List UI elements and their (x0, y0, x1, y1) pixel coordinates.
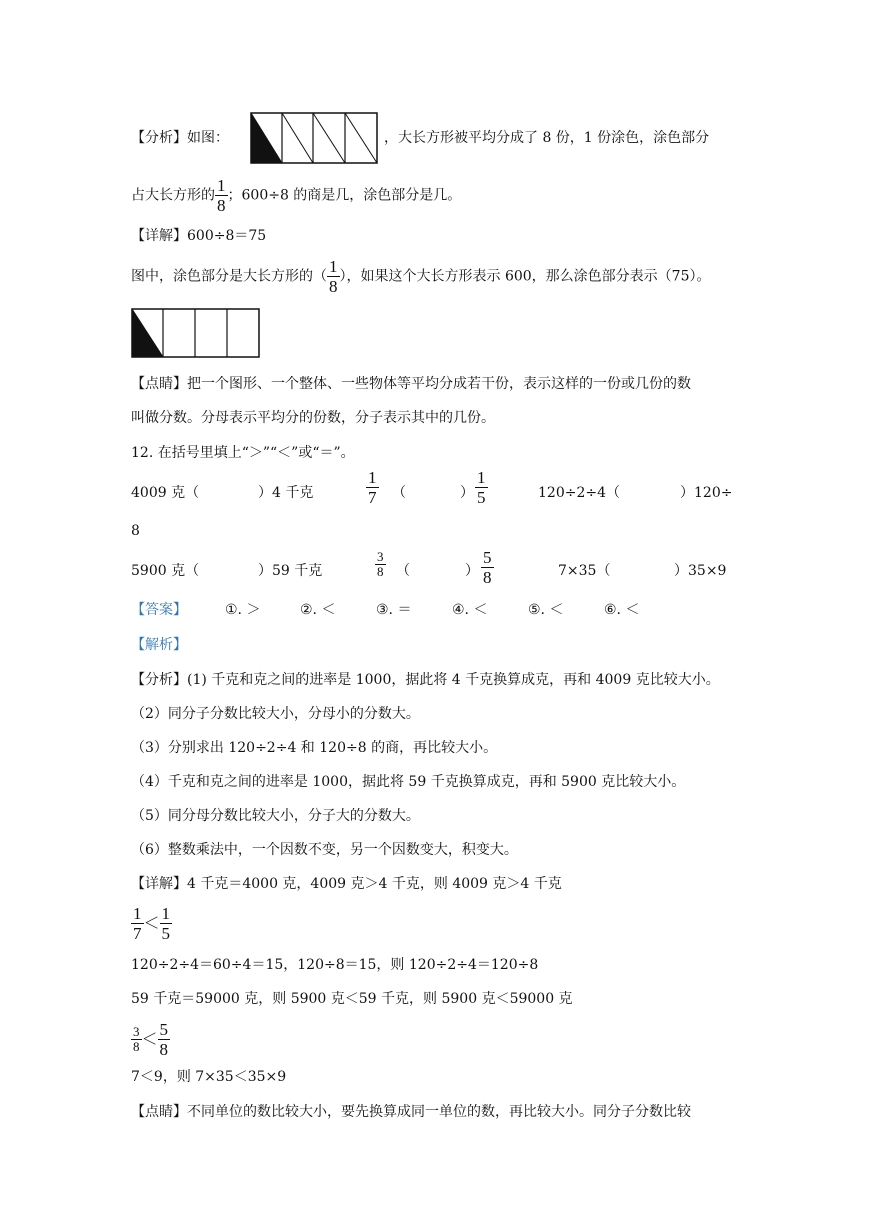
compare-3-right: ）120÷ (680, 485, 733, 501)
fraction-numerator: 3 (377, 549, 384, 564)
fraction-denominator: 7 (368, 488, 377, 507)
fraction-numerator: 1 (133, 904, 142, 923)
fraction-numerator: 1 (329, 257, 338, 276)
point-line-final (131, 1102, 691, 1122)
compare-6-right: ）35×9 (674, 563, 727, 579)
compare-2-left-fraction (366, 468, 379, 507)
less-than-sign: ＜ (143, 913, 160, 933)
detail-fraction-compare-1 (131, 904, 172, 943)
fraction-denominator: 8 (133, 1039, 140, 1054)
fraction-numerator: 5 (483, 548, 492, 567)
detail-fraction-compare-2 (131, 1020, 170, 1059)
point-text-1: 把一个图形、一个整体、一些物体等平均分成若干份，表示这样的一份或几份的数 (187, 376, 691, 392)
detail-tag: 【详解】 (131, 228, 187, 244)
compare-6-left: 7×35（ (558, 563, 611, 579)
detail-line-1 (131, 874, 562, 894)
analysis-item-5: （5）同分母分数比较大小，分子大的分数大。 (131, 808, 420, 824)
analysis-line-1 (131, 128, 229, 148)
fraction-numerator: 1 (368, 468, 377, 487)
analysis-item-2: （2）同分子分数比较大小，分母小的分数大。 (131, 706, 420, 722)
fraction-denominator: 8 (377, 564, 384, 579)
compare-4-left: 5900 克（ (131, 563, 200, 579)
fraction-denominator: 8 (217, 196, 226, 215)
compare-5-paren-open: （ (396, 563, 410, 579)
fraction-denominator: 8 (483, 568, 492, 587)
figure-text-b: ），如果这个大长方形表示 600，那么涂色部分表示（75）。 (339, 268, 711, 285)
detail-text: 4 千克＝4000 克，4009 克＞4 千克，则 4009 克＞4 千克 (187, 876, 562, 892)
analysis-item-6: （6）整数乘法中，一个因数不变，另一个因数变大，积变大。 (131, 842, 518, 858)
figure-quarters-rectangle (131, 308, 261, 358)
fraction-numerator: 1 (217, 176, 226, 195)
detail-tag: 【详解】 (131, 876, 187, 892)
analysis-item-4: （4）千克和克之间的进率是 1000，据此将 59 千克换算成克，再和 5900 克比较大小。 (131, 774, 686, 790)
analysis-item-text: (1) 千克和克之间的进率是 1000，据此将 4 千克换算成克，再和 4009 克比较大小。 (187, 672, 720, 688)
fraction-denominator: 8 (329, 277, 338, 296)
fraction-1-8-answer (327, 257, 340, 296)
compare-3-left: 120÷2÷4（ (538, 485, 620, 501)
compare-4-right: ）59 千克 (258, 563, 323, 579)
point-line-1 (131, 374, 691, 394)
compare-5-right-fraction (481, 548, 494, 587)
analysis-item-1 (131, 670, 720, 690)
answer-3: ③. ＝ (376, 602, 412, 618)
figure-text-a: 图中，涂色部分是大长方形的（ (131, 268, 327, 285)
answer-1: ①. ＞ (225, 602, 261, 618)
less-than-sign: ＜ (141, 1029, 158, 1049)
compare-5-left-fraction (375, 550, 386, 579)
point-tag: 【点睛】 (131, 1104, 187, 1120)
point-tag: 【点睛】 (131, 376, 187, 392)
fraction-denominator: 5 (477, 488, 486, 507)
answer-6: ⑥. ＜ (604, 602, 640, 618)
compare-1-right: ）4 千克 (258, 485, 314, 501)
figure-question-line (131, 257, 711, 296)
detail-line-4: 59 千克＝59000 克，则 5900 克＜59 千克，则 5900 克＜59000 克 (131, 991, 573, 1007)
compare-1-left: 4009 克（ (131, 485, 200, 501)
figure-eighths-rectangle (250, 112, 378, 164)
compare-2-paren-open: （ (392, 485, 406, 501)
answer-tag: 【答案】 (131, 602, 187, 618)
explain-tag: 【解析】 (131, 637, 187, 653)
line2-text-b: ；600÷8 的商是几，涂色部分是几。 (227, 187, 462, 204)
line2-text-a: 占大长方形的 (131, 187, 215, 204)
fraction-denominator: 7 (133, 924, 142, 943)
fraction-denominator: 8 (159, 1040, 169, 1059)
point-line-2: 叫做分数。分母表示平均分的份数，分子表示其中的几份。 (131, 410, 495, 426)
analysis-text: 如图： (187, 130, 229, 146)
detail-line-3: 120÷2÷4＝60÷4＝15，120÷8＝15，则 120÷2÷4＝120÷8 (131, 957, 539, 973)
detail-line (131, 226, 266, 246)
fraction-denominator: 5 (161, 924, 171, 943)
compare-2-right-fraction (475, 468, 488, 507)
compare-3-wrap: 8 (131, 523, 140, 539)
point-text: 不同单位的数比较大小，要先换算成同一单位的数，再比较大小。同分子分数比较 (187, 1104, 691, 1120)
question-12-title: 12. 在括号里填上“＞”“＜”或“＝”。 (131, 445, 355, 461)
detail-text: 600÷8＝75 (187, 228, 267, 244)
answer-2: ②. ＜ (300, 602, 336, 618)
answer-5: ⑤. ＜ (528, 602, 564, 618)
answer-4: ④. ＜ (452, 602, 488, 618)
fraction-numerator: 5 (159, 1020, 169, 1039)
fraction-1-8 (215, 176, 228, 215)
fraction-numerator: 3 (133, 1024, 140, 1039)
fraction-numerator: 1 (477, 468, 486, 487)
analysis-item-3: （3）分别求出 120÷2÷4 和 120÷8 的商，再比较大小。 (131, 740, 498, 756)
detail-line-6: 7＜9，则 7×35＜35×9 (131, 1069, 287, 1085)
compare-2-paren-close: ） (460, 485, 474, 501)
analysis-tag: 【分析】 (131, 130, 187, 146)
analysis-line-2 (131, 176, 461, 215)
analysis-text-cont: ，大长方形被平均分成了 8 份，1 份涂色，涂色部分 (384, 130, 710, 146)
analysis-tag: 【分析】 (131, 672, 187, 688)
fraction-numerator: 1 (161, 904, 171, 923)
compare-5-paren-close: ） (465, 563, 479, 579)
